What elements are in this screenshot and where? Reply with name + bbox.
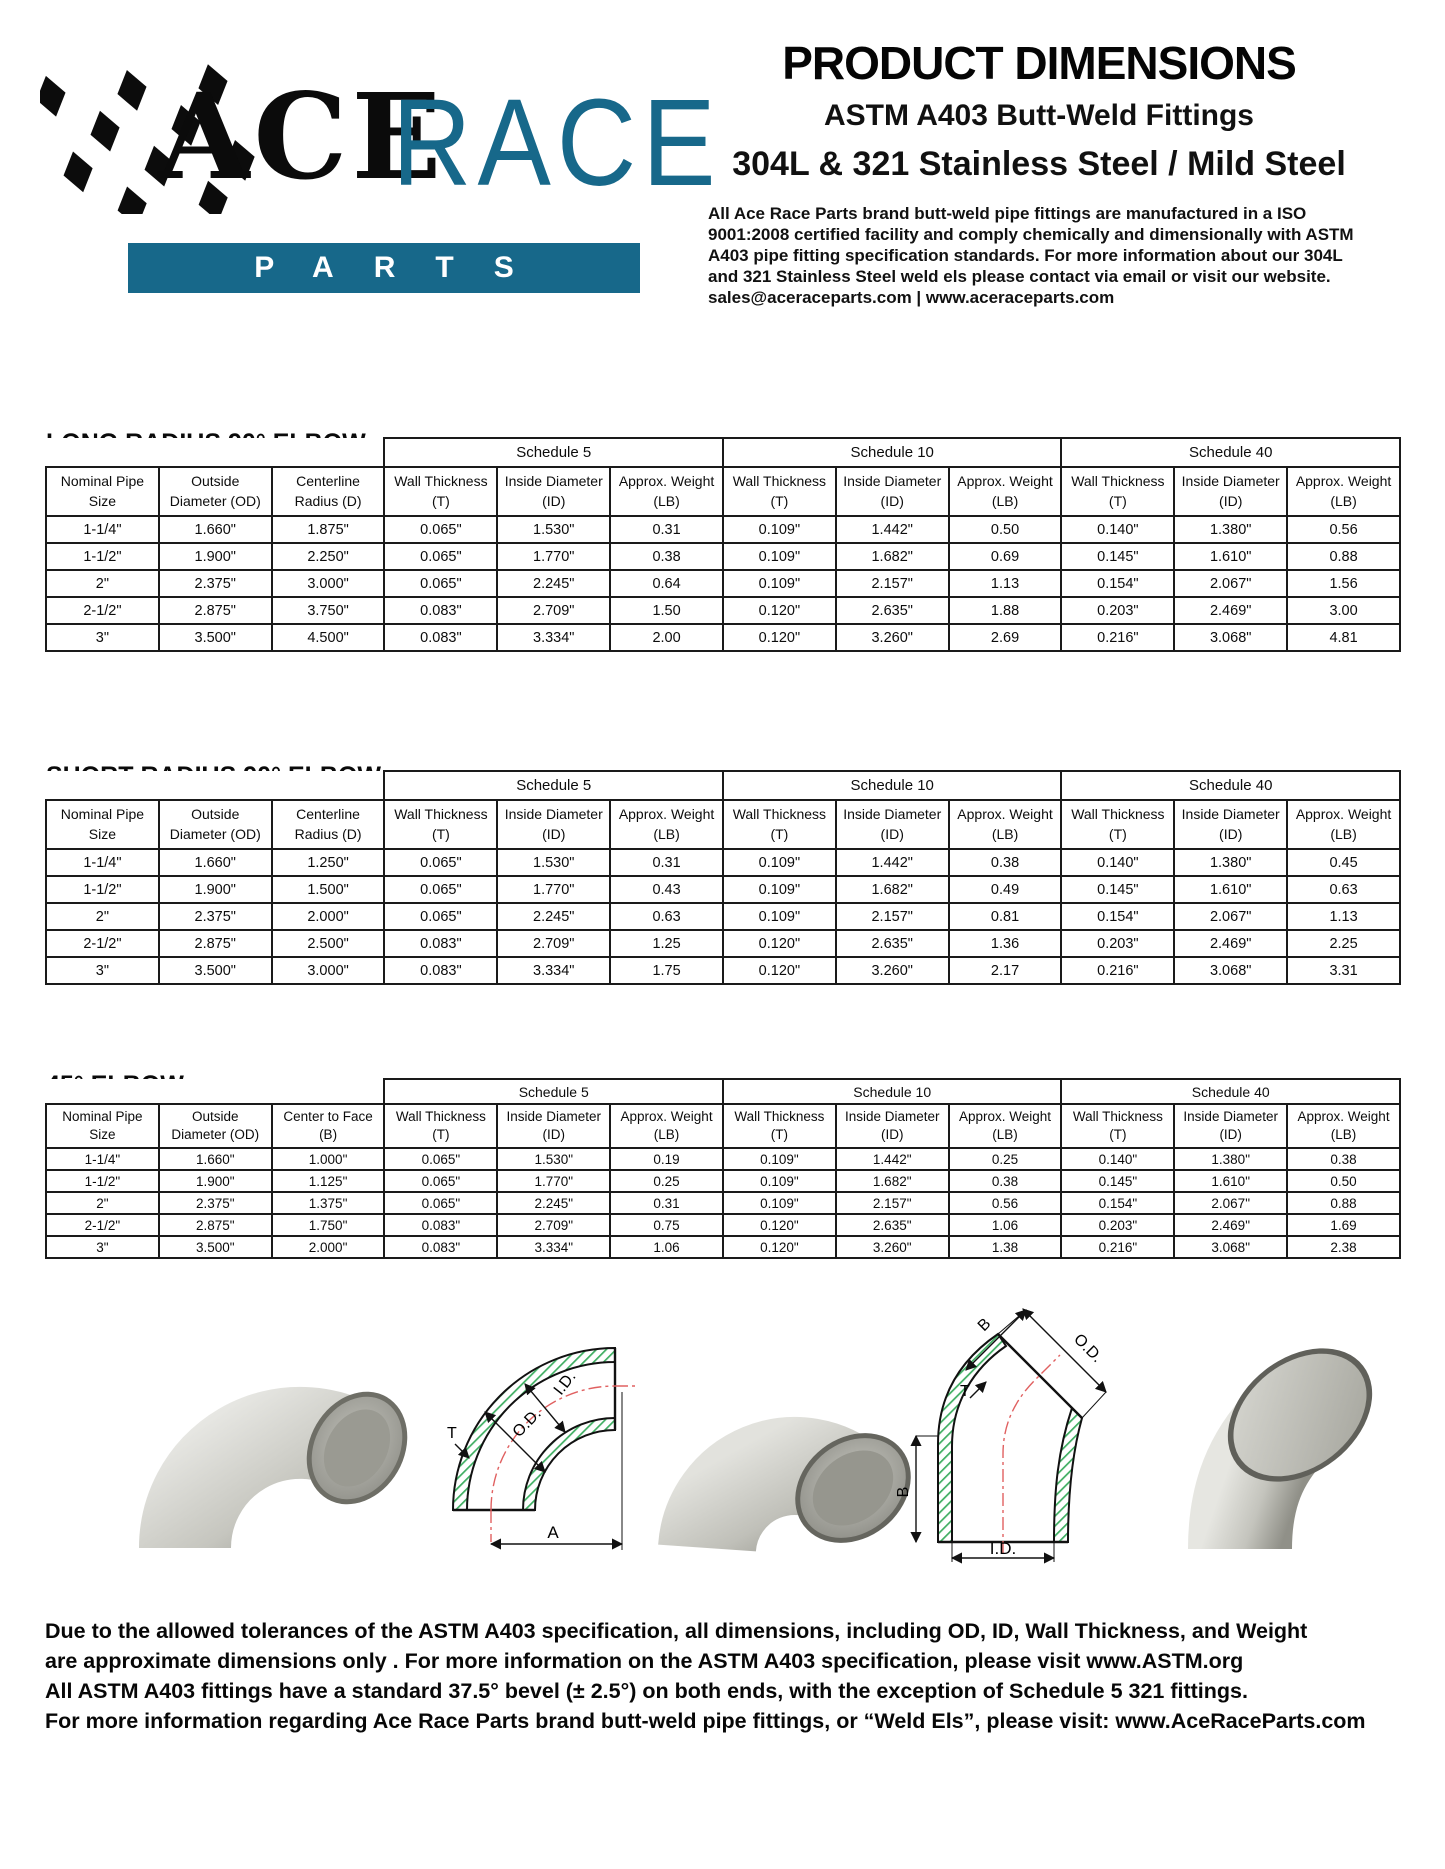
table-cell: 1-1/2" (46, 876, 159, 903)
column-header: Inside Diameter (ID) (836, 1104, 949, 1148)
column-header: Outside Diameter (OD) (159, 1104, 272, 1148)
table-cell: 0.120" (723, 957, 836, 984)
column-header: Centerline Radius (D) (272, 800, 385, 849)
table-row (46, 543, 1400, 570)
column-header: Inside Diameter (ID) (497, 800, 610, 849)
table-cell: 0.145" (1061, 1170, 1174, 1192)
table-cell: 3.000" (272, 957, 385, 984)
table-row (46, 903, 1400, 930)
table-cell: 2" (46, 903, 159, 930)
table-cell: 0.50 (1287, 1170, 1400, 1192)
column-header: Wall Thickness (T) (1061, 467, 1174, 516)
schedule-band-row (46, 438, 1400, 467)
table-cell: 2.375" (159, 1192, 272, 1214)
table-cell: 2.245" (497, 1192, 610, 1214)
table-cell: 1.770" (497, 876, 610, 903)
column-header: Approx. Weight (LB) (610, 467, 723, 516)
page-subtitle-2: 304L & 321 Stainless Steel / Mild Steel (732, 145, 1346, 183)
table-row (46, 1192, 1400, 1214)
table-cell: 2.875" (159, 597, 272, 624)
table-cell: 0.63 (610, 903, 723, 930)
table-cell: 3.500" (159, 1236, 272, 1258)
column-header: Approx. Weight (LB) (1287, 1104, 1400, 1148)
table-cell: 1.50 (610, 597, 723, 624)
table-cell: 0.065" (384, 849, 497, 876)
intro-paragraph: All Ace Race Parts brand butt-weld pipe fittings are manufactured in a ISO 9001:2008 certified facility and comply chemically and dimensionally with ASTM A403 pipe fitting specification standards. For more information about our 304L and 321 Stainless Steel weld els please contact via email or visit our website. sales@aceraceparts.com | www.aceraceparts.com (708, 204, 1354, 307)
table-cell: 2.067" (1174, 570, 1287, 597)
table-row (46, 597, 1400, 624)
band-spacer (46, 438, 384, 467)
table-cell: 1.69 (1287, 1214, 1400, 1236)
column-header: Approx. Weight (LB) (949, 800, 1062, 849)
logo-parts-text: PARTS (254, 251, 554, 284)
table-cell: 0.145" (1061, 543, 1174, 570)
diagram-label-id: I.D. (550, 1368, 580, 1399)
diagram-label-b-upper: B (974, 1315, 995, 1335)
table-cell: 0.216" (1061, 624, 1174, 651)
table-cell: 0.140" (1061, 1148, 1174, 1170)
table-row (46, 570, 1400, 597)
table-row (46, 849, 1400, 876)
table-cell: 0.49 (949, 876, 1062, 903)
table-cell: 0.109" (723, 1148, 836, 1170)
table-cell: 0.109" (723, 543, 836, 570)
table-cell: 4.81 (1287, 624, 1400, 651)
table-cell: 3.068" (1174, 624, 1287, 651)
table-cell: 2.875" (159, 930, 272, 957)
diagram-label-od: O.D. (1070, 1330, 1106, 1367)
column-header: Inside Diameter (ID) (497, 467, 610, 516)
schedule-header: Schedule 40 (1061, 438, 1400, 467)
column-header: Approx. Weight (LB) (1287, 800, 1400, 849)
table-cell: 0.216" (1061, 957, 1174, 984)
column-header: Inside Diameter (ID) (1174, 1104, 1287, 1148)
table-cell: 1.75 (610, 957, 723, 984)
photo-long-radius-90-elbow (110, 1296, 415, 1558)
table-cell: 0.154" (1061, 570, 1174, 597)
schedule-header: Schedule 5 (384, 438, 722, 467)
table-cell: 3.260" (836, 624, 949, 651)
table-cell: 1.250" (272, 849, 385, 876)
table-cell: 0.31 (610, 516, 723, 543)
table-cell: 0.065" (384, 1170, 497, 1192)
table-cell: 0.083" (384, 1236, 497, 1258)
diagram-label-od: O.D. (509, 1405, 545, 1441)
table-cell: 2.250" (272, 543, 385, 570)
table-cell: 0.083" (384, 930, 497, 957)
table-cell: 3" (46, 1236, 159, 1258)
schedule-header: Schedule 10 (723, 1079, 1061, 1104)
table-cell: 0.109" (723, 516, 836, 543)
diagram-label-t: T (960, 1383, 970, 1400)
column-header: Centerline Radius (D) (272, 467, 385, 516)
footer-line: For more information regarding Ace Race Parts brand butt-weld pipe fittings, or “Weld Els”, please visit: www.AceRaceParts.com (45, 1709, 1366, 1733)
column-header: Inside Diameter (ID) (1174, 800, 1287, 849)
table-cell: 0.109" (723, 1170, 836, 1192)
table-cell: 0.120" (723, 930, 836, 957)
column-header: Wall Thickness (T) (723, 467, 836, 516)
table-cell: 0.25 (610, 1170, 723, 1192)
logo-race-text: RACE (392, 74, 722, 212)
schedule-header: Schedule 5 (384, 1079, 722, 1104)
table-cell: 2.17 (949, 957, 1062, 984)
table-cell: 1.000" (272, 1148, 385, 1170)
table-cell: 3.500" (159, 957, 272, 984)
table-row (46, 957, 1400, 984)
table-cell: 1.500" (272, 876, 385, 903)
column-header: Approx. Weight (LB) (1287, 467, 1400, 516)
long-radius-90-elbow-table (45, 437, 1401, 652)
table-cell: 0.120" (723, 1236, 836, 1258)
table-cell: 1-1/4" (46, 849, 159, 876)
table-cell: 2.157" (836, 903, 949, 930)
table-cell: 2-1/2" (46, 1214, 159, 1236)
photo-short-radius-90-elbow (622, 1302, 917, 1554)
table-cell: 2.875" (159, 1214, 272, 1236)
table-cell: 0.50 (949, 516, 1062, 543)
column-header: Outside Diameter (OD) (159, 467, 272, 516)
table-cell: 0.56 (949, 1192, 1062, 1214)
column-header: Approx. Weight (LB) (949, 467, 1062, 516)
column-header: Wall Thickness (T) (1061, 800, 1174, 849)
band-spacer (46, 1079, 384, 1104)
table-cell: 1.56 (1287, 570, 1400, 597)
table-cell: 1.770" (497, 1170, 610, 1192)
column-header: Approx. Weight (LB) (610, 800, 723, 849)
table-cell: 0.69 (949, 543, 1062, 570)
table-cell: 0.38 (610, 543, 723, 570)
table-cell: 0.083" (384, 624, 497, 651)
table-row (46, 1170, 1400, 1192)
table-cell: 2-1/2" (46, 597, 159, 624)
table-cell: 2.635" (836, 597, 949, 624)
table-cell: 2.469" (1174, 1214, 1287, 1236)
footer-line: All ASTM A403 fittings have a standard 37.5° bevel (± 2.5°) on both ends, with the exception of Schedule 5 321 fittings. (45, 1679, 1248, 1703)
table-cell: 1.530" (497, 1148, 610, 1170)
table-cell: 0.75 (610, 1214, 723, 1236)
table-cell: 0.25 (949, 1148, 1062, 1170)
table-cell: 3.000" (272, 570, 385, 597)
column-header: Wall Thickness (T) (723, 1104, 836, 1148)
table-cell: 3.068" (1174, 957, 1287, 984)
table-cell: 0.145" (1061, 876, 1174, 903)
schedule-header: Schedule 10 (723, 771, 1061, 800)
table-cell: 3" (46, 957, 159, 984)
table-row (46, 1214, 1400, 1236)
table-cell: 0.45 (1287, 849, 1400, 876)
column-header-row (46, 1104, 1400, 1148)
table-cell: 2.067" (1174, 1192, 1287, 1214)
table-cell: 0.203" (1061, 1214, 1174, 1236)
table-cell: 1.375" (272, 1192, 385, 1214)
page-title: PRODUCT DIMENSIONS (782, 37, 1296, 89)
column-header: Wall Thickness (T) (384, 800, 497, 849)
column-header: Wall Thickness (T) (384, 467, 497, 516)
table-cell: 0.203" (1061, 930, 1174, 957)
column-header-row (46, 467, 1400, 516)
table-cell: 0.065" (384, 1192, 497, 1214)
table-cell: 0.38 (949, 1170, 1062, 1192)
schedule-header: Schedule 40 (1061, 1079, 1400, 1104)
photo-45-elbow (1140, 1297, 1435, 1555)
table-cell: 1.380" (1174, 516, 1287, 543)
column-header: Inside Diameter (ID) (1174, 467, 1287, 516)
column-header: Wall Thickness (T) (1061, 1104, 1174, 1148)
table-row (46, 930, 1400, 957)
column-header: Nominal Pipe Size (46, 1104, 159, 1148)
footer-line: are approximate dimensions only . For more information on the ASTM A403 specification, please visit www.ASTM.org (45, 1649, 1244, 1673)
table-cell: 2.38 (1287, 1236, 1400, 1258)
table-cell: 3.260" (836, 957, 949, 984)
table-cell: 0.065" (384, 543, 497, 570)
table-cell: 0.216" (1061, 1236, 1174, 1258)
column-header: Wall Thickness (T) (384, 1104, 497, 1148)
table-cell: 3.31 (1287, 957, 1400, 984)
table-cell: 1.88 (949, 597, 1062, 624)
table-cell: 0.065" (384, 1148, 497, 1170)
table-cell: 1.442" (836, 516, 949, 543)
table-cell: 1-1/2" (46, 1170, 159, 1192)
table-cell: 0.81 (949, 903, 1062, 930)
table-cell: 1-1/2" (46, 543, 159, 570)
table-cell: 3.500" (159, 624, 272, 651)
table-cell: 0.109" (723, 903, 836, 930)
table-cell: 0.19 (610, 1148, 723, 1170)
table-cell: 0.109" (723, 849, 836, 876)
column-header: Wall Thickness (T) (723, 800, 836, 849)
table-cell: 1.660" (159, 516, 272, 543)
table-cell: 1.900" (159, 1170, 272, 1192)
table-cell: 1.125" (272, 1170, 385, 1192)
table-cell: 2-1/2" (46, 930, 159, 957)
table-cell: 0.140" (1061, 849, 1174, 876)
table-cell: 1.682" (836, 543, 949, 570)
logo-parts-bar (128, 243, 640, 293)
diagram-label-id: I.D. (989, 1539, 1017, 1558)
table-cell: 3.750" (272, 597, 385, 624)
table-cell: 0.64 (610, 570, 723, 597)
page-subtitle-1: ASTM A403 Butt-Weld Fittings (824, 99, 1254, 132)
short-radius-90-elbow-table (45, 770, 1401, 985)
table-cell: 2.000" (272, 903, 385, 930)
schedule-header: Schedule 10 (723, 438, 1061, 467)
table-cell: 2" (46, 570, 159, 597)
table-cell: 1.13 (1287, 903, 1400, 930)
table-cell: 3.00 (1287, 597, 1400, 624)
table-cell: 2.00 (610, 624, 723, 651)
table-cell: 0.109" (723, 1192, 836, 1214)
table-cell: 1.25 (610, 930, 723, 957)
table-cell: 1-1/4" (46, 1148, 159, 1170)
table-cell: 2.69 (949, 624, 1062, 651)
table-row (46, 1148, 1400, 1170)
table-cell: 0.56 (1287, 516, 1400, 543)
table-cell: 0.120" (723, 1214, 836, 1236)
table-cell: 1.660" (159, 849, 272, 876)
table-cell: 1.13 (949, 570, 1062, 597)
table-cell: 1.06 (610, 1236, 723, 1258)
logo-ace-text: ACE (158, 67, 446, 206)
column-header: Center to Face (B) (272, 1104, 385, 1148)
table-cell: 1.660" (159, 1148, 272, 1170)
table-cell: 2.375" (159, 570, 272, 597)
table-cell: 0.31 (610, 849, 723, 876)
table-cell: 1.900" (159, 876, 272, 903)
table-cell: 0.88 (1287, 1192, 1400, 1214)
table-cell: 1.682" (836, 876, 949, 903)
table-cell: 0.154" (1061, 1192, 1174, 1214)
header-block (655, 36, 1423, 309)
band-spacer (46, 771, 384, 800)
table-cell: 2.709" (497, 930, 610, 957)
table-cell: 0.154" (1061, 903, 1174, 930)
schedule-header: Schedule 5 (384, 771, 722, 800)
table-cell: 0.065" (384, 516, 497, 543)
table-cell: 3.068" (1174, 1236, 1287, 1258)
table-cell: 0.31 (610, 1192, 723, 1214)
column-header: Approx. Weight (LB) (610, 1104, 723, 1148)
table-cell: 1.380" (1174, 849, 1287, 876)
diagram-90-elbow-section (425, 1292, 645, 1560)
table-cell: 2.635" (836, 1214, 949, 1236)
diagram-45-elbow-section (880, 1284, 1128, 1568)
table-cell: 1.610" (1174, 876, 1287, 903)
column-header: Nominal Pipe Size (46, 467, 159, 516)
table-cell: 1.442" (836, 1148, 949, 1170)
table-cell: 0.065" (384, 570, 497, 597)
table-cell: 3" (46, 624, 159, 651)
table-cell: 1.750" (272, 1214, 385, 1236)
table-cell: 2.469" (1174, 597, 1287, 624)
footer-line: Due to the allowed tolerances of the ASTM A403 specification, all dimensions, including OD, ID, Wall Thickness, and Weight (45, 1619, 1308, 1643)
table-cell: 2.245" (497, 570, 610, 597)
footer-notes (45, 1616, 1415, 1736)
table-cell: 0.083" (384, 597, 497, 624)
column-header: Outside Diameter (OD) (159, 800, 272, 849)
table-cell: 2.375" (159, 903, 272, 930)
table-cell: 2.500" (272, 930, 385, 957)
column-header: Inside Diameter (ID) (497, 1104, 610, 1148)
table-cell: 0.109" (723, 570, 836, 597)
column-header: Inside Diameter (ID) (836, 467, 949, 516)
ace-race-parts-logo (40, 30, 722, 284)
table-cell: 0.140" (1061, 516, 1174, 543)
table-cell: 0.109" (723, 876, 836, 903)
table-cell: 1.530" (497, 516, 610, 543)
table-cell: 0.083" (384, 957, 497, 984)
table-cell: 2.635" (836, 930, 949, 957)
table-cell: 1.610" (1174, 1170, 1287, 1192)
column-header-row (46, 800, 1400, 849)
table-cell: 1.442" (836, 849, 949, 876)
table-cell: 1.770" (497, 543, 610, 570)
table-cell: 2.709" (497, 1214, 610, 1236)
table-cell: 4.500" (272, 624, 385, 651)
table-cell: 0.63 (1287, 876, 1400, 903)
table-cell: 1-1/4" (46, 516, 159, 543)
diagram-label-a: A (547, 1523, 559, 1542)
table-cell: 2.000" (272, 1236, 385, 1258)
table-cell: 0.38 (949, 849, 1062, 876)
table-cell: 0.065" (384, 876, 497, 903)
table-cell: 1.06 (949, 1214, 1062, 1236)
table-row (46, 1236, 1400, 1258)
schedule-header: Schedule 40 (1061, 771, 1400, 800)
table-cell: 1.380" (1174, 1148, 1287, 1170)
column-header: Nominal Pipe Size (46, 800, 159, 849)
table-cell: 0.43 (610, 876, 723, 903)
table-cell: 2.469" (1174, 930, 1287, 957)
column-header: Approx. Weight (LB) (949, 1104, 1062, 1148)
45-elbow-table (45, 1078, 1401, 1259)
table-cell: 0.120" (723, 597, 836, 624)
table-cell: 1.682" (836, 1170, 949, 1192)
table-cell: 1.530" (497, 849, 610, 876)
table-cell: 1.875" (272, 516, 385, 543)
table-cell: 0.065" (384, 903, 497, 930)
table-cell: 1.610" (1174, 543, 1287, 570)
table-cell: 0.120" (723, 624, 836, 651)
table-row (46, 516, 1400, 543)
table-row (46, 624, 1400, 651)
column-header: Inside Diameter (ID) (836, 800, 949, 849)
table-cell: 2" (46, 1192, 159, 1214)
diagram-label-b-lower: B (895, 1486, 912, 1498)
diagram-label-t: T (447, 1425, 457, 1442)
table-cell: 0.083" (384, 1214, 497, 1236)
table-cell: 3.260" (836, 1236, 949, 1258)
schedule-band-row (46, 1079, 1400, 1104)
table-row (46, 876, 1400, 903)
table-cell: 1.38 (949, 1236, 1062, 1258)
table-cell: 2.245" (497, 903, 610, 930)
table-cell: 2.25 (1287, 930, 1400, 957)
schedule-band-row (46, 771, 1400, 800)
table-cell: 3.334" (497, 624, 610, 651)
table-cell: 1.900" (159, 543, 272, 570)
table-cell: 1.36 (949, 930, 1062, 957)
table-cell: 0.38 (1287, 1148, 1400, 1170)
table-cell: 3.334" (497, 1236, 610, 1258)
table-cell: 2.067" (1174, 903, 1287, 930)
table-cell: 0.203" (1061, 597, 1174, 624)
table-cell: 0.88 (1287, 543, 1400, 570)
table-cell: 3.334" (497, 957, 610, 984)
table-cell: 2.157" (836, 570, 949, 597)
table-cell: 2.157" (836, 1192, 949, 1214)
table-cell: 2.709" (497, 597, 610, 624)
